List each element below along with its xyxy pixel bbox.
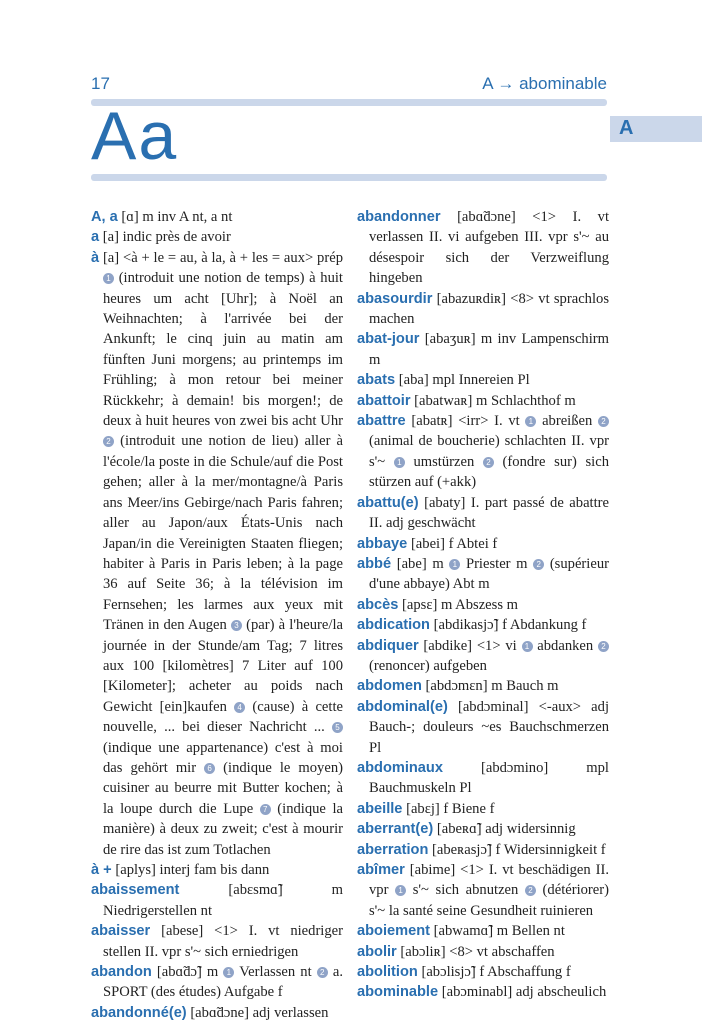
entry-body: [ɑ] m inv A nt, a nt xyxy=(117,209,233,225)
headword: abbé xyxy=(357,555,392,572)
headword: abandonné(e) xyxy=(91,1004,187,1021)
headword: aboiement xyxy=(357,923,430,940)
sense-number-icon: 2 xyxy=(598,416,609,427)
headword: abîmer xyxy=(357,862,405,878)
page-number: 17 xyxy=(91,74,110,93)
dictionary-entry xyxy=(357,921,609,941)
headword: abasourdir xyxy=(357,290,433,307)
entry-body: [abɑ̃dɔne] <1> I. vt verlassen II. vi aufgeben III. vpr s'~ au désespoir sich der Verzweiflung hingeben xyxy=(369,209,609,287)
headword: aberration xyxy=(357,841,429,858)
dictionary-entry xyxy=(91,880,343,921)
sense-number-icon: 7 xyxy=(260,804,271,815)
entry-body: [abɑ̃dɔne] adj verlassen xyxy=(186,1004,329,1021)
headword: abattu(e) xyxy=(357,494,419,511)
entry-body: [apsɛ] m Abszess m xyxy=(398,596,519,613)
entry-body: [abatʀ] <irr> I. vt 1 abreißen 2 (animal de boucherie) schlachten II. vpr s'~ 1 umstürzen 2 (fondre sur) sich stürzen auf (+akk) xyxy=(369,413,609,491)
entry-body: [abaʒuʀ] m inv Lampenschirm m xyxy=(369,331,609,368)
dictionary-entry xyxy=(357,595,609,615)
thumb-index-letter: A xyxy=(619,117,634,139)
dictionary-entry xyxy=(357,391,609,411)
dictionary-entry xyxy=(357,982,609,1002)
dictionary-entry xyxy=(91,207,343,227)
entry-body: [abdɔmɛn] m Bauch m xyxy=(421,678,559,695)
dictionary-entry xyxy=(357,676,609,696)
dictionary-entry xyxy=(91,227,343,247)
dictionary-entry xyxy=(357,615,609,635)
dictionary-entry xyxy=(357,534,609,554)
headword: abolir xyxy=(357,943,397,960)
dictionary-entry xyxy=(91,921,343,962)
section-rule xyxy=(91,174,607,181)
sense-number-icon: 1 xyxy=(103,273,114,284)
headword: abcès xyxy=(357,596,399,613)
headword: aberrant(e) xyxy=(357,821,434,838)
dictionary-entry xyxy=(357,799,609,819)
headword: abattoir xyxy=(357,392,411,409)
headword: abdominal(e) xyxy=(357,698,448,715)
entry-body: [abei] f Abtei f xyxy=(407,535,498,552)
headword: abattre xyxy=(357,413,406,430)
sense-number-icon: 2 xyxy=(598,641,609,652)
sense-number-icon: 1 xyxy=(525,416,536,427)
dictionary-entry xyxy=(357,860,609,921)
headword: abolition xyxy=(357,964,418,981)
section-letter: Aa xyxy=(91,98,179,174)
running-head: A → abominable xyxy=(482,74,607,93)
entry-body: [abɔminabl] adj abscheulich xyxy=(438,984,607,1001)
headword: abaissement xyxy=(91,882,180,899)
headword: abominable xyxy=(357,984,439,1001)
headword: a xyxy=(91,229,100,246)
entry-body: [abɛj] f Biene f xyxy=(402,800,495,817)
sense-number-icon: 2 xyxy=(525,885,536,896)
entry-body: [aba] mpl Innereien Pl xyxy=(395,372,530,389)
entry-body: [abɔlisjɔ̃] f Abschaffung f xyxy=(417,964,571,981)
headword: abbaye xyxy=(357,535,408,552)
headword: A, a xyxy=(91,209,118,225)
entry-body: [abeʀasjɔ̃] f Widersinnigkeit f xyxy=(428,841,606,858)
sense-number-icon: 2 xyxy=(483,457,494,468)
sense-number-icon: 1 xyxy=(223,967,234,978)
entry-body: [abatwaʀ] m Schlachthof m xyxy=(410,392,576,409)
headword: abdiquer xyxy=(357,637,419,654)
dictionary-entry xyxy=(357,819,609,839)
dictionary-entry xyxy=(357,554,609,595)
headword: abats xyxy=(357,372,396,389)
entry-body: [abdikasjɔ̃] f Abdankung f xyxy=(429,617,587,634)
sense-number-icon: 1 xyxy=(449,559,460,570)
entry-body: [abwamɑ̃] m Bellen nt xyxy=(429,923,565,940)
sense-number-icon: 2 xyxy=(103,436,114,447)
dictionary-entry xyxy=(357,411,609,493)
entry-body: [abeʀɑ̃] adj widersinnig xyxy=(433,821,576,838)
dictionary-entry xyxy=(357,289,609,330)
entry-body: [abazuʀdiʀ] <8> vt sprachlos machen xyxy=(369,290,609,328)
thumb-index-tab xyxy=(610,116,702,142)
sense-number-icon: 3 xyxy=(231,620,242,631)
headword: abdomen xyxy=(357,678,422,695)
left-column xyxy=(91,207,343,1023)
right-column xyxy=(357,207,609,1003)
dictionary-entry xyxy=(357,636,609,677)
dictionary-entry xyxy=(91,860,343,880)
entry-body: [abɛsmɑ̃] m Niedrigerstellen nt xyxy=(103,882,343,919)
headword: à xyxy=(91,249,100,266)
sense-number-icon: 2 xyxy=(317,967,328,978)
entry-body: [abdike] <1> vi 1 abdanken 2 (renoncer) aufgeben xyxy=(369,638,609,674)
sense-number-icon: 4 xyxy=(234,702,245,713)
entry-body: [abdɔminal] <-aux> adj Bauch-; douleurs ~es Bauchschmerzen Pl xyxy=(369,698,609,756)
sense-number-icon: 6 xyxy=(204,763,215,774)
dictionary-entry xyxy=(357,840,609,860)
sense-number-icon: 2 xyxy=(533,559,544,570)
entry-body: [abe] m 1 Priester m 2 (supérieur d'une abbaye) Abt m xyxy=(369,555,609,593)
sense-number-icon: 1 xyxy=(522,641,533,652)
headword: abat-jour xyxy=(357,331,420,348)
entry-body: [a] indic près de avoir xyxy=(99,229,231,246)
entry-body: [a] <à + le = au, à la, à + les = aux> prép 1 (introduit une notion de temps) à huit heures um acht [Uhr]; à Noël an Weihnachten; à l'arrivée bei der Ankunft; le cinq juin au matin am fünften Juni morgens; au printemps im Frühling; à mon retour bei meiner Rückkehr; à demain! bis morgen!; de deux à huit heures von zwei bis acht Uhr 2 (introduit une notion de lieu) aller à l'école/la poste in die Schule/auf die Post gehen; aller à la mer/montagne/à Paris ans Meer/ins Gebirge/nach Paris fahren; aller au Japon/aux États-Unis nach Japan/in die Vereinigten Staaten fliegen; habiter à Paris in Paris leben; à la page 36 auf Seite 36; à la télévision im Fernsehen; les larmes aux yeux mit Tränen in den Augen 3 (par) à l'heure/la journée in der Stunde/am Tag; 7 litres aux 100 [kilomètres] 7 Liter auf 100 [Kilometer]; acheter au poids nach Gewicht [ein]kaufen 4 (cause) à cette nouvelle, ... bei dieser Nachricht ... 5 (indique une appartenance) c'est à moi das gehört mir 6 (indique le moyen) cuisiner au beurre mit Butter kochen; à la loupe durch die Lupe 7 (indique la manière) à deux zu zweit; c'est à mourir de rire das ist zum Totlachen xyxy=(99,249,343,858)
entry-body: [abɔliʀ] <8> vt abschaffen xyxy=(396,943,555,960)
headword: abdication xyxy=(357,617,430,634)
headword: abandon xyxy=(91,964,152,981)
headword: abdominaux xyxy=(357,759,443,776)
entry-body: [abdɔmino] mpl Bauchmuskeln Pl xyxy=(369,759,609,797)
dictionary-entry xyxy=(357,370,609,390)
entry-body: [abime] <1> I. vt beschädigen II. vpr 1 s'~ sich abnutzen 2 (détériorer) s'~ la santé seine Gesundheit ruinieren xyxy=(369,862,609,919)
sense-number-icon: 1 xyxy=(394,457,405,468)
headword: abandonner xyxy=(357,209,441,225)
headword: abaisser xyxy=(91,923,151,940)
dictionary-entry xyxy=(357,697,609,758)
headword: abeille xyxy=(357,800,403,817)
headword: à + xyxy=(91,862,112,878)
dictionary-entry xyxy=(357,942,609,962)
entry-body: [abese] <1> I. vt niedriger stellen II. vpr s'~ sich erniedrigen xyxy=(103,923,343,960)
sense-number-icon: 5 xyxy=(332,722,343,733)
entry-body: [abɑ̃dɔ̃] m 1 Verlassen nt 2 a. SPORT (des études) Aufgabe f xyxy=(103,964,343,1001)
dictionary-entry xyxy=(357,962,609,982)
entry-body: [abaty] I. part passé de abattre II. adj geschwächt xyxy=(369,494,609,532)
entry-body: [aplys] interj fam bis dann xyxy=(111,862,270,878)
dictionary-entry xyxy=(91,962,343,1003)
dictionary-entry xyxy=(357,758,609,799)
dictionary-entry xyxy=(357,493,609,534)
sense-number-icon: 1 xyxy=(395,885,406,896)
dictionary-entry xyxy=(357,329,609,370)
dictionary-entry xyxy=(91,248,343,860)
dictionary-entry xyxy=(357,207,609,289)
